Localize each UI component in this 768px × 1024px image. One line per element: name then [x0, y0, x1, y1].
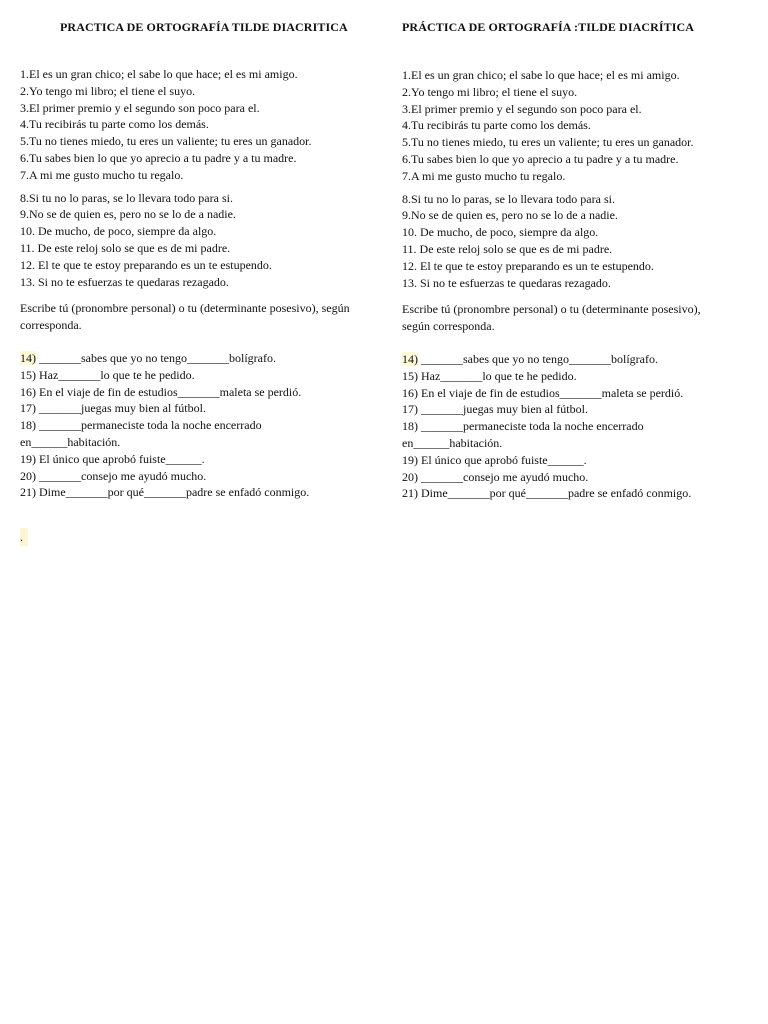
sentence-4: 4.Tu recibirás tu parte como los demás. — [20, 117, 209, 132]
exercise-number: 16) — [20, 384, 36, 399]
exercise-19 — [20, 451, 309, 468]
sentence-11: 11. De este reloj solo se que es de mi padre. — [402, 241, 613, 256]
sentence-7: 7.A mi me gusto mucho tu regalo. — [20, 167, 184, 182]
exercise-number: 21) — [20, 485, 36, 500]
exercise-17 — [402, 401, 691, 418]
exercise-text: _______juegas muy bien al fútbol. — [36, 401, 206, 416]
exercise-text: en______habitación. — [20, 434, 121, 449]
exercise-number: 14) — [402, 352, 418, 366]
sentence-5: 5.Tu no tienes miedo, tu eres un valiente; tu eres un ganador. — [402, 135, 694, 150]
sentence-4: 4.Tu recibirás tu parte como los demás. — [402, 118, 591, 133]
exercise-16 — [20, 384, 309, 401]
sentence-3: 3.El primer premio y el segundo son poco para el. — [402, 101, 642, 116]
sentence-5: 5.Tu no tienes miedo, tu eres un valiente; tu eres un ganador. — [20, 134, 312, 149]
exercise-19 — [402, 452, 691, 469]
exercise-number: 15) — [402, 368, 418, 383]
exercise-text: En el viaje de fin de estudios_______maleta se perdió. — [418, 385, 684, 400]
sentence-list — [20, 66, 312, 290]
instructions-text: Escribe tú (pronombre personal) o tu (determinante posesivo), según corresponda. — [402, 302, 701, 333]
exercise-21 — [20, 484, 309, 501]
exercise-18-continued — [402, 435, 691, 452]
worksheet-title: PRACTICA DE ORTOGRAFÍA TILDE DIACRITICA — [60, 20, 348, 34]
sentence-10: 10. De mucho, de poco, siempre da algo. — [20, 224, 217, 239]
exercise-number: 17) — [402, 402, 418, 417]
sentence-2: 2.Yo tengo mi libro; el tiene el suyo. — [20, 83, 196, 98]
sentence-2: 2.Yo tengo mi libro; el tiene el suyo. — [402, 84, 578, 99]
sentence-3: 3.El primer premio y el segundo son poco para el. — [20, 100, 260, 115]
exercise-18-continued — [20, 434, 309, 451]
sentence-13: 13. Si no te esfuerzas te quedaras rezagado. — [20, 274, 229, 289]
sentence-6: 6.Tu sabes bien lo que yo aprecio a tu padre y a tu madre. — [402, 151, 679, 166]
exercise-text: _______permaneciste toda la noche encerrado — [418, 419, 644, 434]
exercise-number: 19) — [20, 451, 36, 466]
exercise-18 — [402, 418, 691, 435]
sentence-9: 9.No se de quien es, pero no se lo de a nadie. — [402, 208, 618, 223]
exercise-number: 15) — [20, 367, 36, 382]
sentence-list — [402, 67, 694, 291]
exercise-number: 19) — [402, 452, 418, 467]
sentence-10: 10. De mucho, de poco, siempre da algo. — [402, 225, 599, 240]
worksheet-title: PRÁCTICA DE ORTOGRAFÍA :TILDE DIACRÍTICA — [402, 20, 695, 34]
sentence-1: 1.El es un gran chico; el sabe lo que hace; el es mi amigo. — [20, 67, 298, 81]
exercise-number: 17) — [20, 401, 36, 416]
exercise-list — [402, 351, 691, 502]
exercise-16 — [402, 385, 691, 402]
exercise-text: _______sabes que yo no tengo_______bolígrafo. — [36, 351, 276, 365]
sentence-12: 12. El te que te estoy preparando es un te estupendo. — [402, 258, 654, 273]
exercise-number: 14) — [20, 351, 36, 365]
exercise-text: Haz_______lo que te he pedido. — [418, 368, 577, 383]
exercise-text: Dime_______por qué_______padre se enfadó conmigo. — [418, 486, 692, 501]
exercise-number: 20) — [402, 469, 418, 484]
exercise-18 — [20, 417, 309, 434]
sentence-1: 1.El es un gran chico; el sabe lo que hace; el es mi amigo. — [402, 68, 680, 82]
exercise-text: El único que aprobó fuiste______. — [36, 451, 205, 466]
exercise-text: _______consejo me ayudó mucho. — [418, 469, 589, 484]
exercise-15 — [20, 367, 309, 384]
exercise-text: _______permaneciste toda la noche encerrado — [36, 418, 262, 433]
exercise-text: _______sabes que yo no tengo_______bolígrafo. — [418, 352, 658, 366]
exercise-text: Haz_______lo que te he pedido. — [36, 367, 195, 382]
exercise-number: 18) — [402, 419, 418, 434]
sentence-6: 6.Tu sabes bien lo que yo aprecio a tu padre y a tu madre. — [20, 150, 297, 165]
sentence-8: 8.Si tu no lo paras, se lo llevara todo para si. — [402, 191, 615, 206]
exercise-17 — [20, 400, 309, 417]
sentence-13: 13. Si no te esfuerzas te quedaras rezagado. — [402, 275, 611, 290]
exercise-20 — [402, 469, 691, 486]
exercise-21 — [402, 485, 691, 502]
highlighted-dot: . — [20, 528, 28, 546]
exercise-text: en______habitación. — [402, 435, 503, 450]
exercise-text: En el viaje de fin de estudios_______maleta se perdió. — [36, 384, 302, 399]
sentence-11: 11. De este reloj solo se que es de mi padre. — [20, 240, 231, 255]
exercise-14 — [402, 351, 691, 368]
instructions-text: Escribe tú (pronombre personal) o tu (determinante posesivo), según corresponda. — [20, 301, 350, 332]
exercise-20 — [20, 468, 309, 485]
exercise-number: 21) — [402, 486, 418, 501]
exercise-text: _______juegas muy bien al fútbol. — [418, 402, 588, 417]
exercise-14 — [20, 350, 309, 367]
exercise-list — [20, 350, 309, 501]
exercise-number: 18) — [20, 418, 36, 433]
sentence-9: 9.No se de quien es, pero no se lo de a nadie. — [20, 207, 236, 222]
exercise-15 — [402, 368, 691, 385]
sentence-12: 12. El te que te estoy preparando es un te estupendo. — [20, 257, 272, 272]
sentence-8: 8.Si tu no lo paras, se lo llevara todo para si. — [20, 190, 233, 205]
exercise-number: 20) — [20, 468, 36, 483]
exercise-text: _______consejo me ayudó mucho. — [36, 468, 207, 483]
sentence-7: 7.A mi me gusto mucho tu regalo. — [402, 168, 566, 183]
exercise-number: 16) — [402, 385, 418, 400]
exercise-text: El único que aprobó fuiste______. — [418, 452, 587, 467]
exercise-text: Dime_______por qué_______padre se enfadó conmigo. — [36, 485, 310, 500]
